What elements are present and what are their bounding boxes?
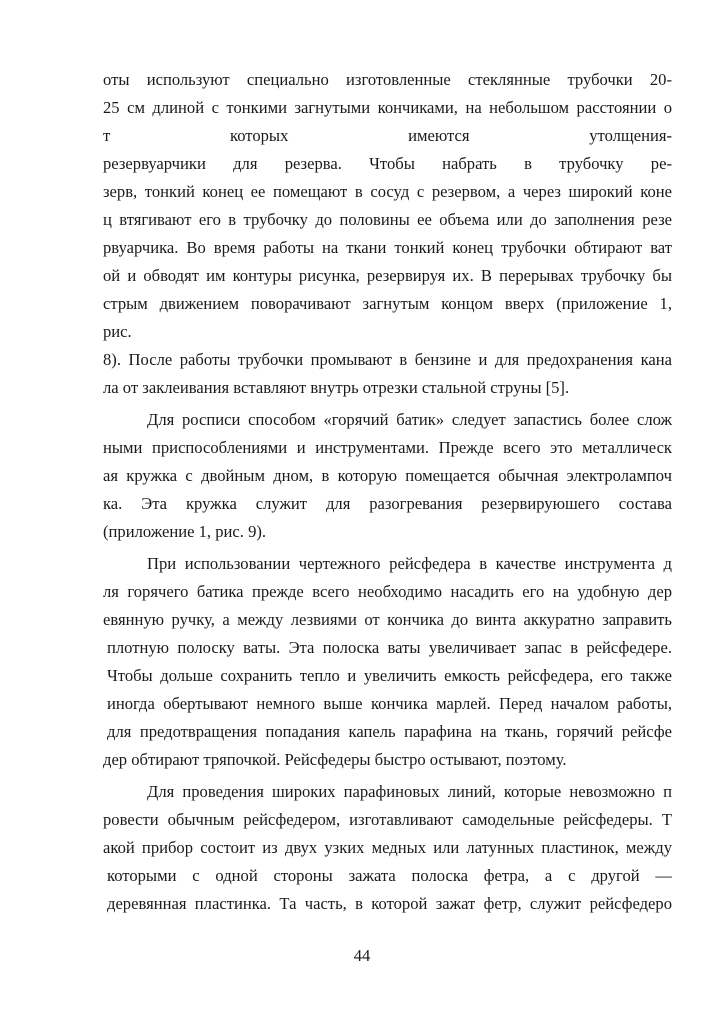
page-number: 44	[353, 946, 371, 965]
text-line: ая кружка с двойным дном, в которую помещается обычная электролампоч	[103, 466, 672, 485]
text-line: для предотвращения попадания капель парафина на ткань, горячий рейсфе	[107, 722, 672, 741]
text-line: т которых имеются утолщения-	[103, 126, 672, 145]
text-line: оты используют специально изготовленные стеклянные трубочки 20-	[103, 70, 672, 89]
text-line: ла от заклеивания вставляют внутрь отрезки стальной струны [5].	[103, 378, 570, 397]
text-line: деревянная пластинка. Та часть, в которой зажат фетр, служит рейсфедеро	[107, 894, 672, 913]
text-line: акой прибор состоит из двух узких медных или латунных пластинок, между	[103, 838, 672, 857]
text-line: ой и обводят им контуры рисунка, резервируя их. В перерывах трубочку бы	[103, 266, 672, 285]
paragraph-first-line: Для проведения широких парафиновых линий, которые невозможно п	[147, 782, 672, 801]
text-line: Чтобы дольше сохранить тепло и увеличить емкость рейсфедера, его также	[107, 666, 672, 685]
text-line: рвуарчика. Во время работы на ткани тонкий конец трубочки обтирают ват	[103, 238, 672, 257]
text-line: ц втягивают его в трубочку до половины ее объема или до заполнения резе	[103, 210, 672, 229]
text-line: 25 см длиной с тонкими загнутыми кончиками, на небольшом расстоянии о	[103, 98, 672, 117]
text-line: которыми с одной стороны зажата полоска фетра, а с другой —	[107, 866, 672, 885]
text-line: евянную ручку, а между лезвиями от кончика до винта аккуратно заправить	[103, 610, 672, 629]
text-line: ровести обычным рейсфедером, изготавливают самодельные рейсфедеры. Т	[103, 810, 672, 829]
text-line: плотную полоску ваты. Эта полоска ваты увеличивает запас в рейсфедере.	[107, 638, 672, 657]
text-line: ля горячего батика прежде всего необходимо насадить его на удобную дер	[103, 582, 672, 601]
text-line: рис.	[103, 322, 132, 341]
text-line: ка. Эта кружка служит для разогревания резервируюшего состава	[103, 494, 672, 513]
paragraph-first-line: При использовании чертежного рейсфедера в качестве инструмента д	[147, 554, 672, 573]
paragraph-first-line: Для росписи способом «горячий батик» следует запастись более слож	[147, 410, 672, 429]
text-line: иногда обертывают немного выше кончика марлей. Перед началом работы,	[107, 694, 672, 713]
text-line: ными приспособлениями и инструментами. Прежде всего это металлическ	[103, 438, 672, 457]
text-line: 8). После работы трубочки промывают в бензине и для предохранения кана	[103, 350, 672, 369]
text-line: (приложение 1, рис. 9).	[103, 522, 267, 541]
text-line: зерв, тонкий конец ее помещают в сосуд с резервом, а через широкий коне	[103, 182, 672, 201]
text-line: дер обтирают тряпочкой. Рейсфедеры быстро остывают, поэтому.	[103, 750, 567, 769]
text-line: резервуарчики для резерва. Чтобы набрать в трубочку ре-	[103, 154, 672, 173]
text-line: стрым движением поворачивают загнутым концом вверх (приложение 1,	[103, 294, 672, 313]
